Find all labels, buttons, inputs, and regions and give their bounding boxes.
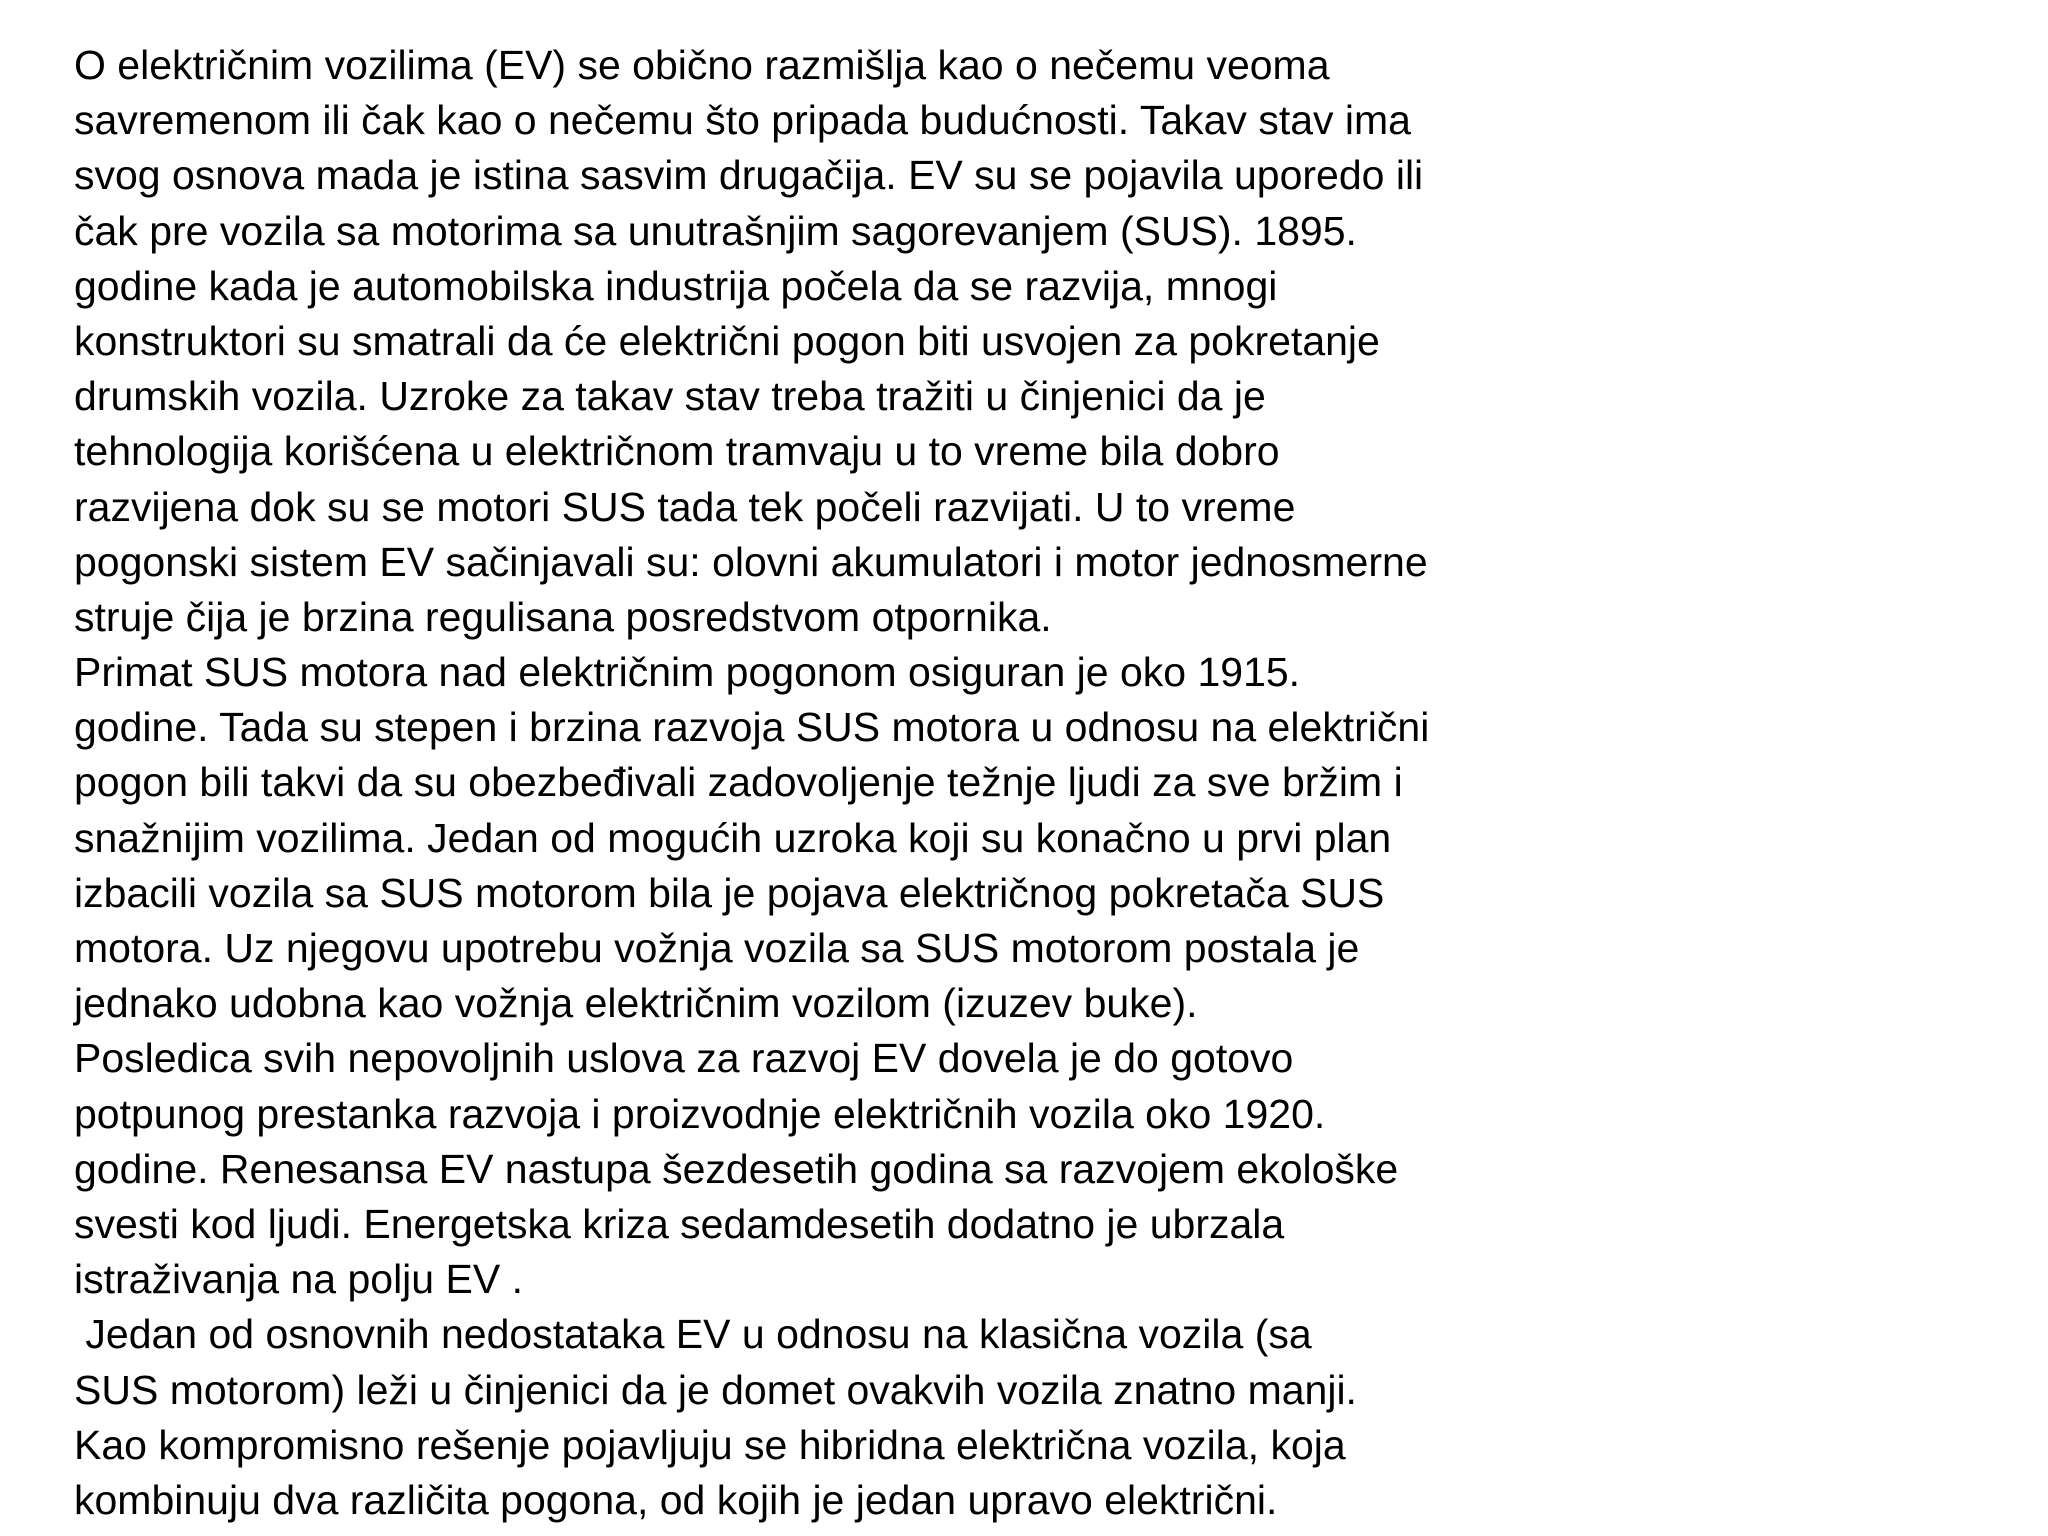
text-line-25: SUS motorom) leži u činjenici da je domet ovakvih vozila znatno manji.: [74, 1366, 1357, 1413]
text-line-4: čak pre vozila sa motorima sa unutrašnjim sagorevanjem (SUS). 1895.: [74, 207, 1357, 254]
text-line-9: razvijena dok su se motori SUS tada tek počeli razvijati. U to vreme: [74, 483, 1296, 530]
text-line-15: snažnijim vozilima. Jedan od mogućih uzroka koji su konačno u prvi plan: [74, 814, 1392, 861]
text-line-1: O električnim vozilima (EV) se obično razmišlja kao o nečemu veoma: [74, 42, 1330, 88]
text-line-6: konstruktori su smatrali da će električni pogon biti usvojen za pokretanje: [74, 317, 1380, 364]
text-line-23: istraživanja na polju EV .: [74, 1256, 523, 1303]
text-line-19: Posledica svih nepovoljnih uslova za razvoj EV dovela je do gotovo: [74, 1035, 1294, 1082]
text-line-11: struje čija je brzina regulisana posredstvom otpornika.: [74, 593, 1052, 640]
text-line-16: izbacili vozila sa SUS motorom bila je pojava električnog pokretača SUS: [74, 869, 1385, 916]
text-line-14: pogon bili takvi da su obezbeđivali zadovoljenje težnje ljudi za sve bržim i: [74, 759, 1403, 806]
text-line-20: potpunog prestanka razvoja i proizvodnje električnih vozila oko 1920.: [74, 1090, 1326, 1137]
text-line-5: godine kada je automobilska industrija počela da se razvija, mnogi: [74, 262, 1278, 309]
text-line-17: motora. Uz njegovu upotrebu vožnja vozila sa SUS motorom postala je: [74, 925, 1360, 971]
text-line-21: godine. Renesansa EV nastupa šezdesetih godina sa razvojem ekološke: [74, 1145, 1399, 1192]
text-line-18: jednako udobna kao vožnja električnim vozilom (izuzev buke).: [74, 980, 1198, 1027]
text-line-2: savremenom ili čak kao o nečemu što pripada budućnosti. Takav stav ima: [74, 97, 1411, 144]
text-line-26: Kao kompromisno rešenje pojavljuju se hibridna električna vozila, koja: [74, 1421, 1346, 1468]
text-line-12: Primat SUS motora nad električnim pogonom osiguran je oko 1915.: [74, 649, 1301, 696]
text-line-22: svesti kod ljudi. Energetska kriza sedamdesetih dodatno je ubrzala: [74, 1200, 1285, 1247]
text-line-27: kombinuju dva različita pogona, od kojih je jedan upravo električni.: [74, 1476, 1278, 1523]
body-text: [74, 38, 1714, 1528]
text-line-13: godine. Tada su stepen i brzina razvoja SUS motora u odnosu na električni: [74, 704, 1430, 751]
text-line-10: pogonski sistem EV sačinjavali su: olovni akumulatori i motor jednosmerne: [74, 538, 1428, 585]
text-line-8: tehnologija korišćena u električnom tramvaju u to vreme bila dobro: [74, 428, 1280, 475]
text-line-24: Jedan od osnovnih nedostataka EV u odnosu na klasična vozila (sa: [74, 1311, 1312, 1358]
text-line-3: svog osnova mada je istina sasvim drugačija. EV su se pojavila uporedo ili: [74, 152, 1424, 199]
text-line-7: drumskih vozila. Uzroke za takav stav treba tražiti u činjenici da je: [74, 373, 1266, 420]
